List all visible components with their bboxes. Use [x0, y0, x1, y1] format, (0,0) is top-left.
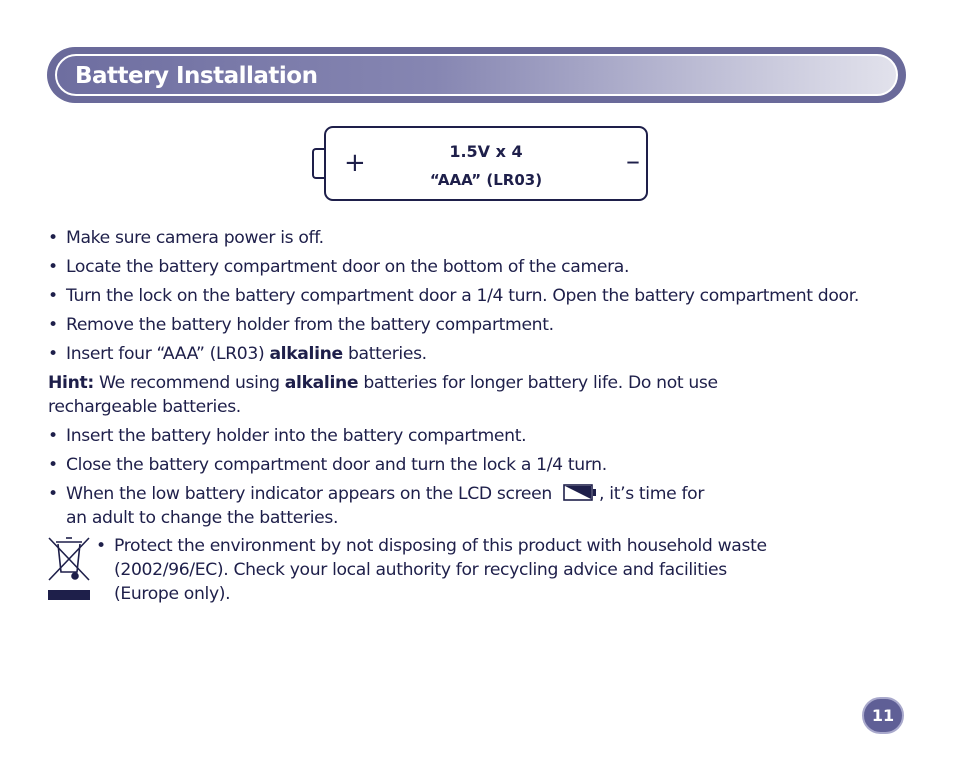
list-item-text: Close the battery compartment door and turn the lock a 1/4 turn.: [66, 455, 607, 475]
battery-body: [324, 126, 648, 201]
bullet-dot: •: [48, 455, 58, 475]
list-item: [48, 453, 928, 477]
bullet-dot: •: [96, 536, 106, 556]
bullet-dot: •: [48, 344, 58, 364]
battery-voltage-label: 1.5V x 4: [449, 142, 523, 161]
list-item-text: Protect the environment by not disposing of this product with household waste: [114, 536, 767, 556]
list-item-text: an adult to change the batteries.: [66, 508, 339, 528]
battery-plus-sign: +: [344, 148, 366, 178]
hint-text: batteries for longer battery life. Do not use: [358, 373, 718, 393]
section-header: [47, 47, 906, 103]
alkaline-emphasis: alkaline: [284, 373, 359, 393]
page-number-badge: 11: [862, 697, 904, 734]
list-item-text: (2002/96/EC). Check your local authority for recycling advice and facilities: [114, 560, 727, 580]
bullet-dot: •: [48, 484, 58, 504]
bullet-dot: •: [48, 426, 58, 446]
alkaline-emphasis: alkaline: [269, 344, 343, 364]
hint-text: We recommend using: [93, 373, 285, 393]
list-item: [48, 424, 928, 448]
list-item-text: Remove the battery holder from the battery compartment.: [66, 315, 554, 335]
list-item-text: Insert the battery holder into the battery compartment.: [66, 426, 527, 446]
bullet-dot: •: [48, 315, 58, 335]
list-item-text: Insert four “AAA” (LR03): [66, 344, 270, 364]
hint-label: Hint:: [48, 373, 94, 393]
section-header-inner: [55, 54, 898, 96]
battery-diagram: [312, 126, 648, 201]
bullet-dot: •: [48, 228, 58, 248]
hint-note: [48, 371, 928, 419]
battery-type-label: “AAA” (LR03): [429, 171, 543, 189]
list-item-text: (Europe only).: [114, 584, 231, 604]
page-title: Battery Installation: [75, 63, 318, 89]
list-item-text: When the low battery indicator appears on the LCD screen: [66, 484, 552, 504]
crossed-out-wheelie-bin-icon: [46, 534, 92, 604]
list-item-text: , it’s time for: [599, 484, 705, 504]
list-item-text: batteries.: [342, 344, 427, 364]
hint-text: rechargeable batteries.: [48, 397, 241, 417]
list-item-text: Locate the battery compartment door on the bottom of the camera.: [66, 257, 630, 277]
list-item: [48, 482, 928, 530]
list-item: [48, 284, 928, 308]
bullet-dot: •: [48, 286, 58, 306]
list-item: [48, 313, 928, 337]
list-item-text: Turn the lock on the battery compartment door a 1/4 turn. Open the battery compartment door.: [66, 286, 859, 306]
list-item: [48, 342, 928, 366]
list-item: [96, 534, 928, 606]
bullet-dot: •: [48, 257, 58, 277]
list-item-text: Make sure camera power is off.: [66, 228, 324, 248]
environment-notice: [48, 534, 928, 606]
battery-minus-sign: –: [626, 144, 640, 177]
list-item: [48, 226, 928, 250]
list-item: [48, 255, 928, 279]
instructions: [48, 226, 928, 606]
low-battery-icon: [563, 484, 597, 501]
